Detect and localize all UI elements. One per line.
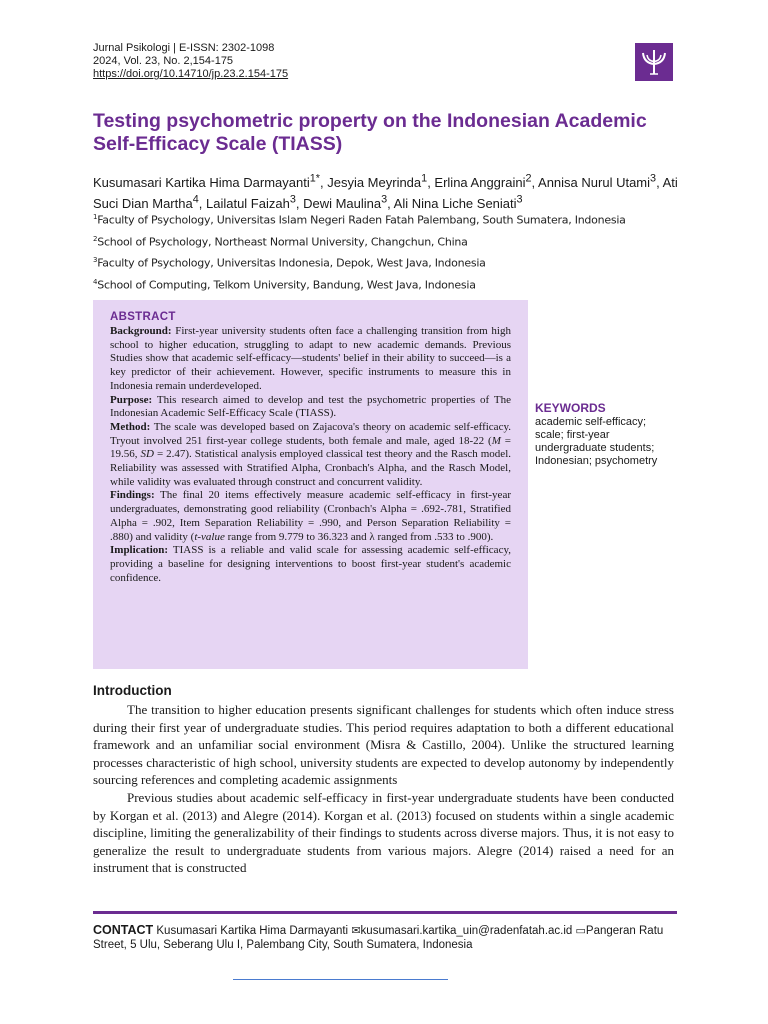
journal-volume: 2024, Vol. 23, No. 2,154-175 [93, 55, 234, 67]
author: Kusumasari Kartika Hima Darmayanti$^{1*}$, [93, 173, 328, 191]
contact-name: Kusumasari Kartika Hima Darmayanti [156, 925, 349, 937]
affiliation: $^4$School of Computing, Telkom University, Bandung, West Java, Indonesia [93, 277, 476, 292]
author: Ali Nina Liche Seniati$^3$ [393, 193, 523, 211]
paragraph: The transition to higher education presents significant challenges for students which often induce stress during their first year of undergraduate studies. This period requires adaptation to both a different educational framework and an unfamiliar social environment (Misra & Castillo, 2004). Unlike the structured learning processes characteristic of high school, university students are expected to develop autonomy by independently sourcing references and completing academic assignments [93, 702, 674, 788]
abstract-purpose: Purpose: This research aimed to develop and test the psychometric properties of The Indonesian Academic Self-Efficacy Scale (TIASS). [110, 393, 511, 420]
psi-symbol-icon [639, 47, 669, 77]
keywords-heading: KEYWORDS [535, 401, 606, 415]
contact-label: CONTACT [93, 923, 154, 937]
footnote-line [233, 979, 448, 980]
journal-issn: Jurnal Psikologi | E-ISSN: 2302-1098 [93, 42, 275, 54]
affiliation: $^3$Faculty of Psychology, Universitas Indonesia, Depok, West Java, Indonesia [93, 256, 486, 270]
author: Ati Suci Dian Martha$^4$, [93, 175, 678, 211]
author: Jesyia Meyrinda$^1$, [327, 173, 435, 191]
abstract-background: Background: First-year university students often face a challenging transition from high school to higher education, struggling to adapt to new academic demands. Previous Studies show that academic self-efficacy—students' belief in their ability to succeed—is a key predictor of their achievement. However, specific instruments to measure this in Indonesia remain underdeveloped. [110, 325, 511, 392]
journal-logo [635, 43, 673, 81]
contact-email[interactable]: kusumasari.kartika_uin@radenfatah.ac.id [360, 925, 573, 937]
introduction-body [93, 701, 674, 877]
contact-block [93, 923, 683, 952]
journal-header [93, 42, 288, 81]
address-card-icon: ▭ [575, 925, 586, 937]
paragraph: Previous studies about academic self-efficacy in first-year undergraduate students have been conducted by Korgan et al. (2013) and Alegre (2014). Korgan et al. (2013) focused on students within a single academic discipline, limiting the generalizability of their findings to students across diverse majors. Thus, it is not easy to generalize the result to undergraduate students from various majors. Alegre (2014) raised a need for an instrument that is constructed [93, 789, 674, 876]
section-heading: Introduction [93, 683, 172, 698]
affiliation: $^1$Faculty of Psychology, Universitas Islam Negeri Raden Fatah Palembang, South Sumatera, Indonesia [93, 213, 626, 227]
contact-address: Pangeran Ratu Street, 5 Ulu, Seberang Ulu I, Palembang City, South Sumatera, Indonesia [93, 925, 664, 951]
affiliation-list [93, 208, 626, 295]
envelope-icon: ✉ [351, 925, 361, 937]
keywords-panel [535, 401, 675, 468]
author: Erlina Anggraini$^2$, [434, 173, 539, 191]
author: Annisa Nurul Utami$^3$, [538, 173, 663, 191]
abstract-findings: Findings: The final 20 items effectively measure academic self-efficacy in first-year undergraduates, demonstrating good reliability (Cronbach's Alpha = .692-.781, Stratified Alpha = .902, Item Separation Reliability = .990, and Person Separation Reliability = .880) and validity (t-value range from 9.779 to 36.323 and λ ranged from .533 to .900). [110, 489, 511, 543]
doi-link[interactable]: https://doi.org/10.14710/jp.23.2.154-175 [93, 68, 289, 80]
paper-title: Testing psychometric property on the Indonesian Academic Self-Efficacy Scale (TIASS) [93, 110, 647, 155]
affiliation: $^2$School of Psychology, Northeast Normal University, Changchun, China [93, 234, 468, 249]
contact-divider [93, 911, 677, 914]
author: Dewi Maulina$^3$, [303, 193, 394, 211]
abstract-implication: Implication: TIASS is a reliable and valid scale for assessing academic self-efficacy, providing a baseline for designing interventions to boost first-year student's academic confidence. [110, 544, 511, 584]
keywords-list: academic self-efficacy; scale; first-year undergraduate students; Indonesian; psychometry [535, 416, 658, 467]
abstract-method: Method: The scale was developed based on Zajacova's theory on academic self-efficacy. Tryout involved 251 first-year college students, both female and male, aged 18-22 (M = 19.56, SD = 2.47). Statistical analysis employed classical test theory and the Rasch model. Reliability was assessed with Stratified Alpha, Cronbach's Alpha, and the Rasch Model, while validity was evaluated through construct and concurrent validity. [110, 420, 512, 488]
author-list [93, 171, 683, 212]
author: Lailatul Faizah$^3$, [205, 193, 304, 211]
abstract-heading: ABSTRACT [110, 311, 176, 323]
abstract-box [93, 300, 528, 669]
